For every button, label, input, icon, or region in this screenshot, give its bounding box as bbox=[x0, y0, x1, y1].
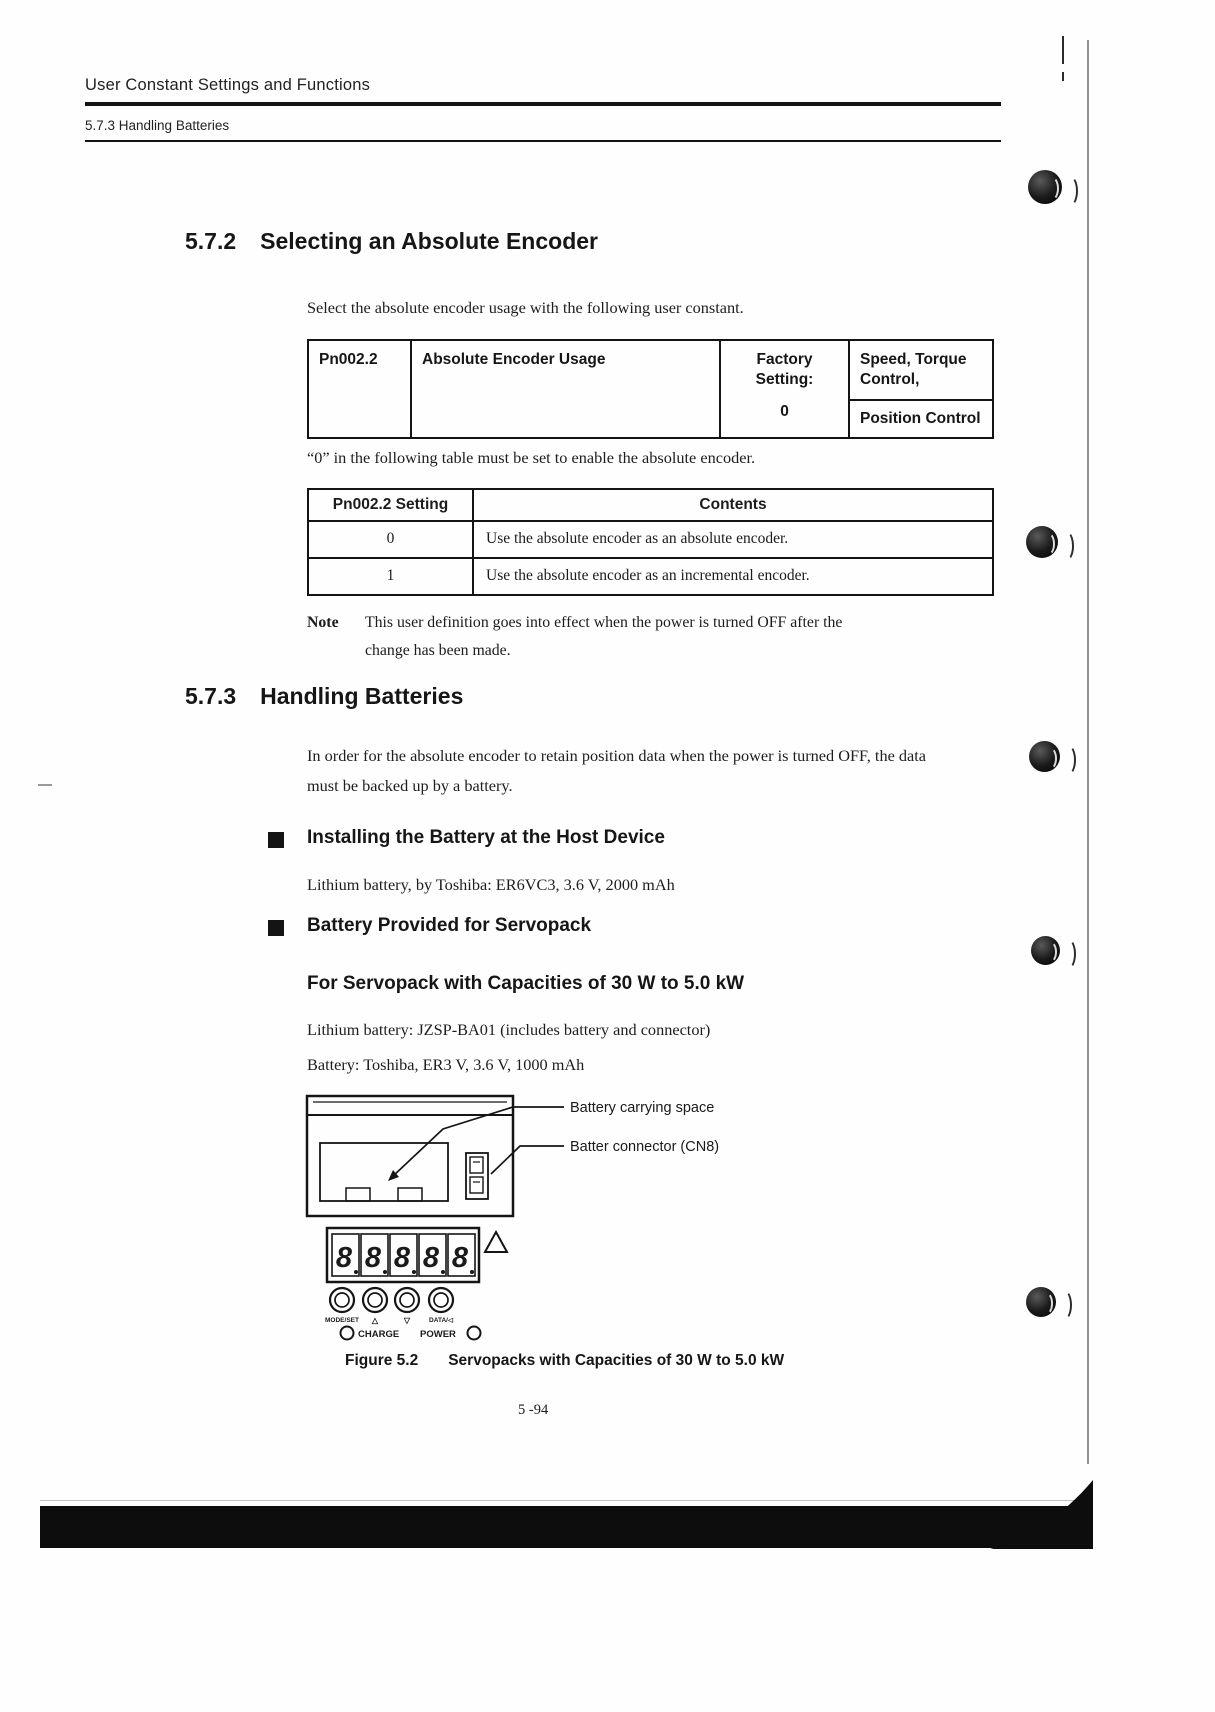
table-cell-factory-setting bbox=[721, 341, 850, 437]
button-label-down: ▽ bbox=[403, 1316, 411, 1325]
table-cell-code: Pn002.2 bbox=[309, 341, 412, 437]
scan-blob-artifact bbox=[1026, 1287, 1056, 1317]
paragraph-after-table1: “0” in the following table must be set to enable the absolute encoder. bbox=[307, 448, 756, 467]
paragraph-intro-572: Select the absolute encoder usage with the following user constant. bbox=[307, 298, 744, 317]
scan-blob-arc bbox=[1059, 531, 1074, 561]
scan-blob-arc bbox=[1057, 1290, 1072, 1320]
display-digit: 8 bbox=[422, 1242, 440, 1274]
scan-blob-arc bbox=[1063, 176, 1078, 206]
paragraph-host-battery: Lithium battery, by Toshiba: ER6VC3, 3.6 V, 2000 mAh bbox=[307, 875, 675, 894]
scan-blob-artifact bbox=[1026, 526, 1058, 558]
note-line-2: change has been made. bbox=[365, 642, 511, 659]
page-number: 5 -94 bbox=[518, 1402, 549, 1418]
header-rule-thick bbox=[85, 102, 1001, 106]
running-header-title: User Constant Settings and Functions bbox=[85, 76, 371, 94]
button-label-data: DATA/◁ bbox=[429, 1317, 453, 1324]
control-mode-bottom: Position Control bbox=[860, 410, 981, 427]
note-block bbox=[307, 609, 1007, 665]
section-heading-572 bbox=[185, 228, 598, 255]
intro-line-2: must be backed up by a battery. bbox=[307, 776, 513, 795]
figure-caption-label: Figure 5.2 bbox=[345, 1352, 419, 1369]
display-digit: 8 bbox=[393, 1242, 411, 1274]
setting-contents: Use the absolute encoder as an incremental encoder. bbox=[486, 567, 810, 584]
footer-swoosh bbox=[985, 1470, 1095, 1550]
table-row bbox=[309, 520, 992, 557]
running-header-subtitle: 5.7.3 Handling Batteries bbox=[85, 118, 230, 133]
display-digit: 8 bbox=[451, 1242, 469, 1274]
charge-label: CHARGE bbox=[358, 1329, 400, 1340]
scan-blob-arc bbox=[1061, 745, 1076, 775]
square-bullet-icon bbox=[268, 832, 284, 848]
setting-contents-table bbox=[307, 488, 994, 596]
section-title: Selecting an Absolute Encoder bbox=[260, 228, 598, 254]
label-battery-connector: Batter connector (CN8) bbox=[570, 1139, 720, 1155]
power-label: POWER bbox=[420, 1329, 456, 1340]
table-cell-control-modes bbox=[850, 341, 992, 437]
seven-segment-display bbox=[327, 1228, 479, 1282]
setting-value: 1 bbox=[309, 559, 474, 594]
charge-led-icon bbox=[341, 1327, 354, 1340]
note-label: Note bbox=[307, 614, 339, 631]
callout-battery-connector bbox=[491, 1139, 719, 1174]
display-digit: 8 bbox=[335, 1242, 353, 1274]
warning-triangle-icon bbox=[485, 1232, 507, 1252]
scan-tick-mark bbox=[1062, 72, 1064, 81]
subheading-battery-provided: Battery Provided for Servopack bbox=[307, 915, 592, 936]
control-mode-top: Speed, Torque Control, bbox=[850, 341, 992, 401]
button-label-mode-set: MODE/SET bbox=[325, 1317, 359, 1324]
scan-blob-artifact bbox=[1029, 741, 1060, 772]
paragraph-battery-spec: Battery: Toshiba, ER3 V, 3.6 V, 1000 mAh bbox=[307, 1055, 585, 1074]
footer-rule bbox=[40, 1500, 1082, 1501]
subheading-servopack-capacities: For Servopack with Capacities of 30 W to 5.0 kW bbox=[307, 973, 745, 994]
scan-blob-artifact bbox=[1031, 936, 1060, 965]
scan-edge-line bbox=[1087, 40, 1089, 1464]
paragraph-intro-573 bbox=[307, 741, 1007, 801]
section-number: 5.7.3 bbox=[185, 683, 237, 709]
setting-contents: Use the absolute encoder as an absolute encoder. bbox=[486, 530, 789, 547]
note-line-1: This user definition goes into effect when the power is turned OFF after the bbox=[365, 614, 843, 631]
button-label-up: △ bbox=[371, 1316, 379, 1325]
header-setting: Pn002.2 Setting bbox=[309, 490, 474, 520]
note-text bbox=[365, 609, 842, 665]
section-title: Handling Batteries bbox=[260, 683, 464, 709]
servopack-figure bbox=[300, 1085, 770, 1350]
section-number: 5.7.2 bbox=[185, 228, 237, 254]
battery-compartment-drawing bbox=[307, 1096, 513, 1216]
figure-caption-text: Servopacks with Capacities of 30 W to 5.0 kW bbox=[448, 1352, 785, 1369]
label-battery-space: Battery carrying space bbox=[570, 1100, 715, 1116]
panel-buttons bbox=[325, 1288, 454, 1325]
table-row bbox=[309, 557, 992, 594]
square-bullet-icon bbox=[268, 920, 284, 936]
power-led-icon bbox=[468, 1327, 481, 1340]
header-contents: Contents bbox=[699, 496, 767, 513]
footer-black-bar bbox=[40, 1506, 1078, 1548]
subheading-install-battery: Installing the Battery at the Host Device bbox=[307, 827, 665, 848]
user-constant-table bbox=[307, 339, 994, 439]
header-rule-thin bbox=[85, 140, 1001, 142]
figure-caption bbox=[345, 1352, 784, 1370]
factory-setting-label: Factory Setting: bbox=[755, 351, 814, 388]
paragraph-lithium-battery: Lithium battery: JZSP-BA01 (includes battery and connector) bbox=[307, 1020, 711, 1039]
factory-setting-value: 0 bbox=[780, 403, 789, 420]
scan-blob-artifact bbox=[1028, 170, 1062, 204]
intro-line-1: In order for the absolute encoder to retain position data when the power is turned OFF, the data bbox=[307, 746, 927, 765]
section-heading-573 bbox=[185, 683, 463, 710]
table-header-row bbox=[309, 490, 992, 520]
display-digit: 8 bbox=[364, 1242, 382, 1274]
scan-blob-arc bbox=[1061, 939, 1076, 969]
table-cell-name: Absolute Encoder Usage bbox=[412, 341, 721, 437]
scan-mark bbox=[38, 784, 52, 786]
setting-value: 0 bbox=[309, 522, 474, 557]
battery-connector-drawing bbox=[466, 1153, 488, 1199]
scan-tick-mark bbox=[1062, 36, 1064, 64]
indicator-row bbox=[341, 1327, 481, 1341]
